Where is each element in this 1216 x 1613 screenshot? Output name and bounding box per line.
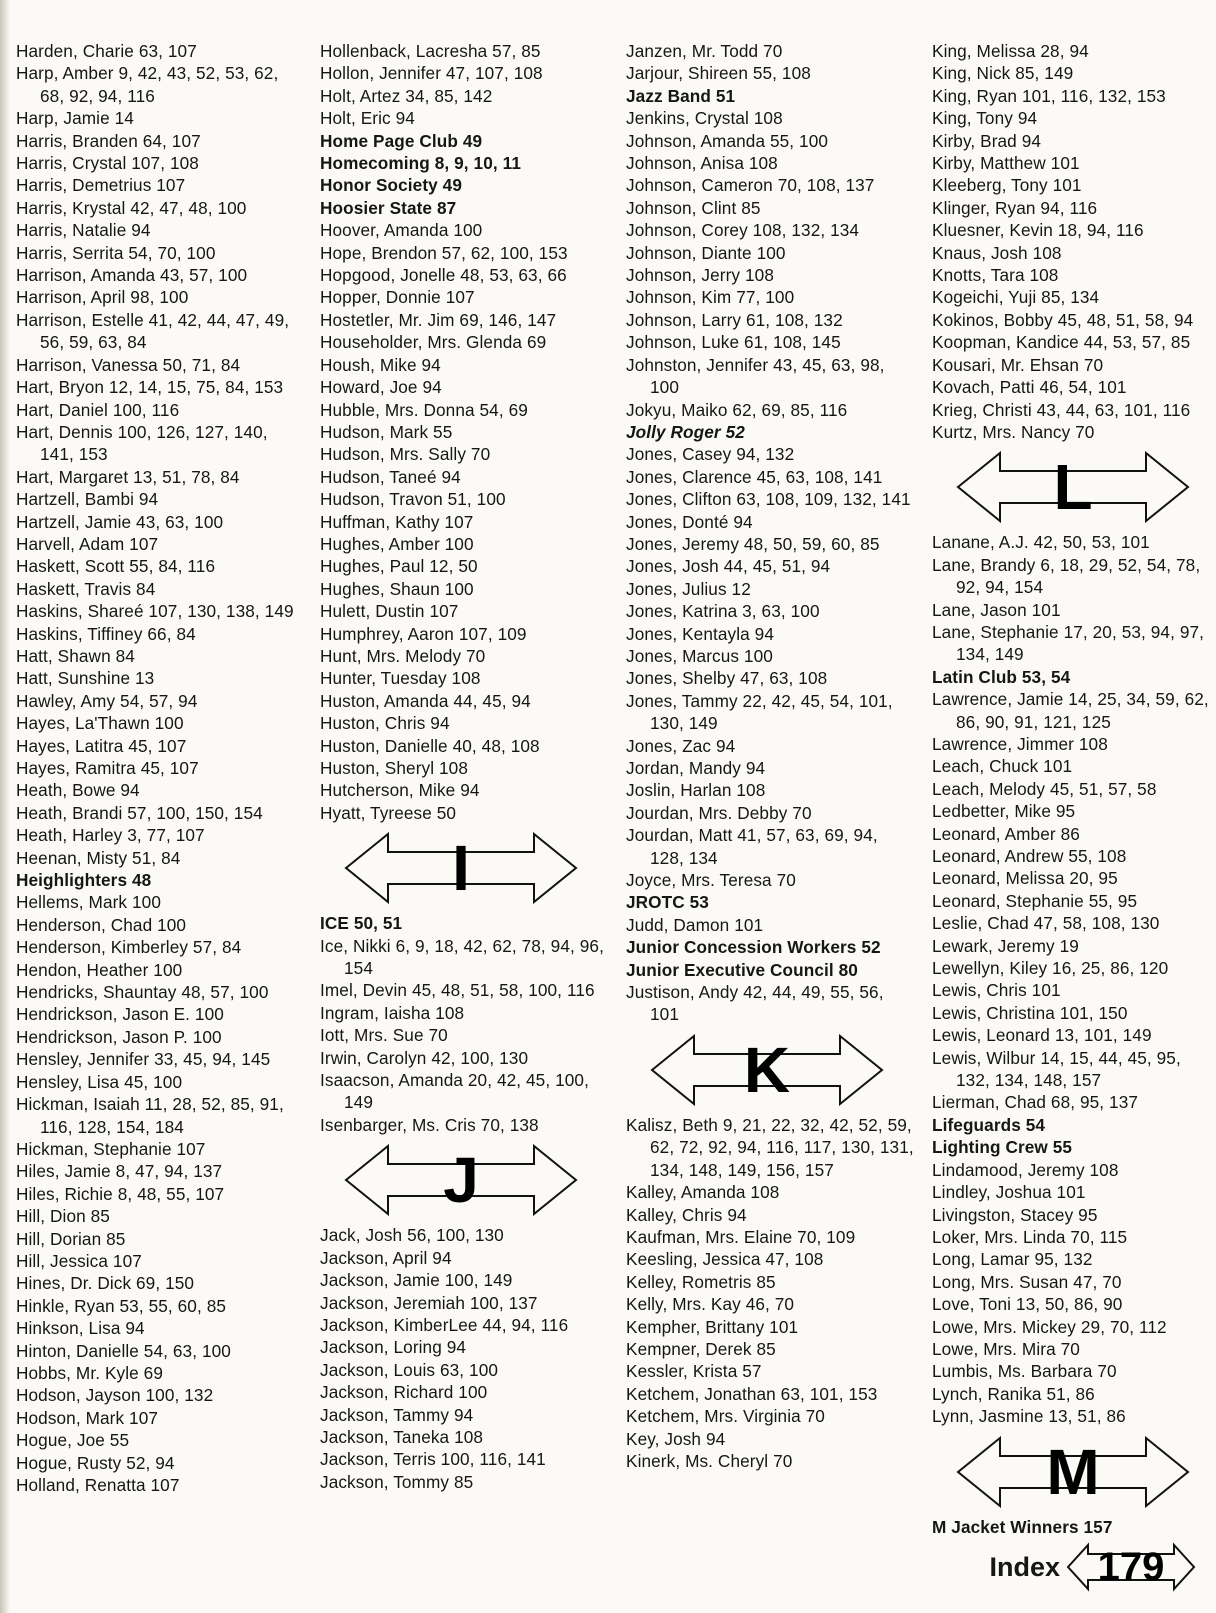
index-entry: Hughes, Paul 12, 50 <box>320 556 478 577</box>
index-entry: Johnson, Diante 100 <box>626 242 786 263</box>
index-entry: Jourdan, Matt 41, 57, 63, 69, 94, 128, 134 <box>626 825 878 868</box>
index-entry: Leach, Chuck 101 <box>932 756 1073 777</box>
page-binding-edge <box>0 0 10 1613</box>
divider-letter: I <box>452 832 470 905</box>
index-entry: Hill, Dion 85 <box>16 1206 110 1227</box>
index-entry: Hughes, Amber 100 <box>320 533 474 554</box>
index-entry: Jackson, Jamie 100, 149 <box>320 1270 513 1291</box>
index-heading-entry: Junior Concession Workers 52 <box>626 937 881 958</box>
divider-letter: K <box>743 1033 791 1106</box>
index-entry: Lewis, Chris 101 <box>932 980 1061 1001</box>
index-entry: Holt, Eric 94 <box>320 108 415 129</box>
index-column-3 <box>626 40 916 1472</box>
index-column-4 <box>932 40 1214 1538</box>
page-number: 179 <box>1097 1545 1165 1589</box>
index-entry: Harris, Crystal 107, 108 <box>16 153 199 174</box>
index-entry: Lynn, Jasmine 13, 51, 86 <box>932 1406 1126 1427</box>
index-entry: Kempher, Brittany 101 <box>626 1316 799 1337</box>
index-entry: Johnson, Luke 61, 108, 145 <box>626 332 841 353</box>
index-entry: Joslin, Harlan 108 <box>626 780 766 801</box>
index-entry: Ketchem, Jonathan 63, 101, 153 <box>626 1383 878 1404</box>
index-entry: Jackson, Louis 63, 100 <box>320 1359 499 1380</box>
index-entry: Hutcherson, Mike 94 <box>320 780 480 801</box>
index-entry: Hogue, Joe 55 <box>16 1430 130 1451</box>
index-entry: Hudson, Mark 55 <box>320 421 453 442</box>
index-entry: Lawrence, Jimmer 108 <box>932 733 1108 754</box>
index-entry: Love, Toni 13, 50, 86, 90 <box>932 1294 1123 1315</box>
index-entry: Lindamood, Jeremy 108 <box>932 1159 1119 1180</box>
index-entry: Hart, Daniel 100, 116 <box>16 399 180 420</box>
index-entry: Hunt, Mrs. Melody 70 <box>320 645 486 666</box>
index-column-2 <box>320 40 610 1493</box>
index-heading-entry: Honor Society 49 <box>320 175 463 196</box>
index-entry: Hudson, Mrs. Sally 70 <box>320 444 491 465</box>
index-entry: Hayes, Ramitra 45, 107 <box>16 758 199 778</box>
index-entry: Heath, Bowe 94 <box>16 780 140 801</box>
index-entry: Kelly, Mrs. Kay 46, 70 <box>626 1294 795 1315</box>
index-entry: Kokinos, Bobby 45, 48, 51, 58, 94 <box>932 309 1194 330</box>
index-entry: King, Tony 94 <box>932 108 1038 129</box>
index-heading-entry: Homecoming 8, 9, 10, 11 <box>320 153 521 174</box>
index-entry: Harp, Jamie 14 <box>16 108 134 129</box>
index-entry: Iott, Mrs. Sue 70 <box>320 1025 448 1046</box>
index-entry: Koopman, Kandice 44, 53, 57, 85 <box>932 332 1191 353</box>
index-entry: Knotts, Tara 108 <box>932 265 1059 286</box>
index-entry: Haskins, Shareé 107, 130, 138, 149 <box>16 601 294 622</box>
divider-letter: M <box>1046 1435 1100 1508</box>
index-entry: Kalisz, Beth 9, 21, 22, 32, 42, 52, 59, 62, 72, 92, 94, 116, 117, 130, 131, 134, 148, 149, 156, 157 <box>626 1114 914 1180</box>
index-entry: Lane, Jason 101 <box>932 599 1061 620</box>
index-entry: Hendon, Heather 100 <box>16 959 183 980</box>
index-entry: Jones, Jeremy 48, 50, 59, 60, 85 <box>626 533 880 554</box>
index-entry: Jones, Casey 94, 132 <box>626 444 795 465</box>
index-entry: Jones, Tammy 22, 42, 45, 54, 101, 130, 149 <box>626 690 893 734</box>
index-entry: Klinger, Ryan 94, 116 <box>932 197 1098 218</box>
index-entry: Johnson, Corey 108, 132, 134 <box>626 220 860 241</box>
index-heading-entry: Heighlighters 48 <box>16 870 152 891</box>
index-entry: Hartzell, Jamie 43, 63, 100 <box>16 511 224 532</box>
index-entry: Hunter, Tuesday 108 <box>320 668 481 689</box>
index-entry: Hodson, Jayson 100, 132 <box>16 1385 214 1406</box>
index-entry: Knaus, Josh 108 <box>932 242 1062 263</box>
index-entry: Leonard, Andrew 55, 108 <box>932 846 1127 866</box>
index-entry: Judd, Damon 101 <box>626 914 764 935</box>
index-entry: Hart, Bryon 12, 14, 15, 75, 84, 153 <box>16 377 284 398</box>
index-entry: Long, Lamar 95, 132 <box>932 1249 1093 1270</box>
index-entry: Kousari, Mr. Ehsan 70 <box>932 354 1104 375</box>
index-entry: Householder, Mrs. Glenda 69 <box>320 332 547 353</box>
index-entry: Kluesner, Kevin 18, 94, 116 <box>932 220 1144 241</box>
index-entry: Lewellyn, Kiley 16, 25, 86, 120 <box>932 958 1169 979</box>
index-entry: Lane, Stephanie 17, 20, 53, 94, 97, 134, 149 <box>932 621 1205 665</box>
index-entry: Jenkins, Crystal 108 <box>626 108 783 129</box>
index-entry: Huffman, Kathy 107 <box>320 511 474 532</box>
index-entry: Joyce, Mrs. Teresa 70 <box>626 870 796 891</box>
index-entry: Hart, Dennis 100, 126, 127, 140, 141, 153 <box>16 421 268 465</box>
index-entry: Lynch, Ranika 51, 86 <box>932 1383 1095 1404</box>
index-entry: Hensley, Jennifer 33, 45, 94, 145 <box>16 1049 271 1070</box>
letter-divider-i <box>320 824 610 912</box>
index-entry: Kalley, Chris 94 <box>626 1204 747 1225</box>
index-entry: Johnson, Clint 85 <box>626 197 761 218</box>
index-entry: Huston, Amanda 44, 45, 94 <box>320 690 531 711</box>
index-entry: Hoover, Amanda 100 <box>320 220 483 241</box>
index-entry: Hartzell, Bambi 94 <box>16 489 159 510</box>
index-entry: Lierman, Chad 68, 95, 137 <box>932 1092 1139 1113</box>
index-entry: Harris, Demetrius 107 <box>16 175 186 196</box>
index-entry: Long, Mrs. Susan 47, 70 <box>932 1271 1122 1292</box>
index-entry: Ingram, Iaisha 108 <box>320 1002 465 1023</box>
index-entry: Johnson, Kim 77, 100 <box>626 287 795 308</box>
letter-divider-m <box>932 1428 1214 1516</box>
index-entry: Heath, Harley 3, 77, 107 <box>16 825 205 846</box>
index-entry: Jackson, Jeremiah 100, 137 <box>320 1292 538 1313</box>
index-entry: Leslie, Chad 47, 58, 108, 130 <box>932 913 1160 934</box>
index-entry: Lowe, Mrs. Mira 70 <box>932 1338 1080 1359</box>
index-entry: Johnson, Cameron 70, 108, 137 <box>626 175 875 196</box>
index-heading-entry: Lighting Crew 55 <box>932 1137 1073 1158</box>
index-entry: Jokyu, Maiko 62, 69, 85, 116 <box>626 399 848 420</box>
index-entry: Huston, Sheryl 108 <box>320 758 468 778</box>
index-entry: Holt, Artez 34, 85, 142 <box>320 85 493 106</box>
index-entry: Hinkson, Lisa 94 <box>16 1318 145 1339</box>
index-entry: Ledbetter, Mike 95 <box>932 801 1076 822</box>
index-heading-entry: Home Page Club 49 <box>320 130 483 151</box>
index-entry: Ketchem, Mrs. Virginia 70 <box>626 1406 825 1427</box>
index-entry: Harp, Amber 9, 42, 43, 52, 53, 62, 68, 92, 94, 116 <box>16 63 279 106</box>
index-heading-entry: M Jacket Winners 157 <box>932 1516 1113 1537</box>
letter-divider-j <box>320 1136 610 1224</box>
index-entry: Lumbis, Ms. Barbara 70 <box>932 1361 1117 1382</box>
index-entry: Kessler, Krista 57 <box>626 1361 762 1382</box>
index-entry: Haskett, Scott 55, 84, 116 <box>16 556 216 577</box>
index-entry: Harris, Natalie 94 <box>16 220 151 241</box>
index-entry: Hickman, Stephanie 107 <box>16 1138 206 1159</box>
index-entry: King, Melissa 28, 94 <box>932 41 1089 61</box>
index-entry: Kelley, Rometris 85 <box>626 1271 776 1292</box>
index-entry: Lowe, Mrs. Mickey 29, 70, 112 <box>932 1316 1167 1337</box>
index-entry: Kirby, Brad 94 <box>932 130 1042 151</box>
index-entry: Humphrey, Aaron 107, 109 <box>320 623 527 644</box>
index-heading-entry: Junior Executive Council 80 <box>626 959 858 980</box>
index-entry: Hickman, Isaiah 11, 28, 52, 85, 91, 116, 128, 154, 184 <box>16 1094 284 1137</box>
index-entry: Hopgood, Jonelle 48, 53, 63, 66 <box>320 265 567 286</box>
index-entry: Hyatt, Tyreese 50 <box>320 802 457 823</box>
index-entry: Isaacson, Amanda 20, 42, 45, 100, 149 <box>320 1070 589 1113</box>
letter-divider-k <box>626 1026 916 1114</box>
index-entry: Kalley, Amanda 108 <box>626 1182 780 1203</box>
index-entry: Lindley, Joshua 101 <box>932 1182 1086 1203</box>
index-entry: Livingston, Stacey 95 <box>932 1204 1098 1225</box>
index-entry: Hines, Dr. Dick 69, 150 <box>16 1273 195 1294</box>
index-entry: Hinton, Danielle 54, 63, 100 <box>16 1340 231 1361</box>
index-entry: Lewis, Leonard 13, 101, 149 <box>932 1025 1152 1046</box>
index-entry: Hill, Dorian 85 <box>16 1228 126 1249</box>
index-entry: Haskett, Travis 84 <box>16 578 156 599</box>
index-entry: Hart, Margaret 13, 51, 78, 84 <box>16 466 240 487</box>
index-entry: Jackson, Tammy 94 <box>320 1404 474 1425</box>
index-entry: Jourdan, Mrs. Debby 70 <box>626 802 812 823</box>
index-heading-entry: Jolly Roger 52 <box>626 421 745 442</box>
index-entry: Isenbarger, Ms. Cris 70, 138 <box>320 1114 539 1135</box>
index-entry: Jackson, Richard 100 <box>320 1382 488 1403</box>
index-entry: Jarjour, Shireen 55, 108 <box>626 63 811 84</box>
index-entry: Harris, Branden 64, 107 <box>16 130 201 151</box>
footer-label: Index <box>989 1551 1060 1582</box>
index-entry: Hostetler, Mr. Jim 69, 146, 147 <box>320 309 557 330</box>
index-entry: Jones, Katrina 3, 63, 100 <box>626 601 820 622</box>
index-entry: Harrison, April 98, 100 <box>16 287 189 308</box>
index-entry: Kinerk, Ms. Cheryl 70 <box>626 1450 793 1471</box>
index-entry: Heenan, Misty 51, 84 <box>16 847 181 868</box>
index-entry: Huston, Danielle 40, 48, 108 <box>320 735 540 756</box>
divider-letter: L <box>1053 451 1093 524</box>
index-entry: Jackson, April 94 <box>320 1247 452 1268</box>
index-entry: Jones, Clarence 45, 63, 108, 141 <box>626 466 883 487</box>
index-entry: Lewis, Wilbur 14, 15, 44, 45, 95, 132, 134, 148, 157 <box>932 1047 1181 1091</box>
index-entry: Hogue, Rusty 52, 94 <box>16 1452 175 1473</box>
index-entry: Hellems, Mark 100 <box>16 892 161 913</box>
index-entry: Hensley, Lisa 45, 100 <box>16 1071 183 1092</box>
index-entry: Jackson, Tommy 85 <box>320 1471 474 1492</box>
index-entry: King, Nick 85, 149 <box>932 63 1074 84</box>
index-entry: Johnson, Jerry 108 <box>626 265 774 286</box>
index-entry: Johnson, Anisa 108 <box>626 153 778 174</box>
index-entry: Hendrickson, Jason E. 100 <box>16 1004 224 1025</box>
index-entry: Jackson, Taneka 108 <box>320 1426 484 1447</box>
index-entry: Hope, Brendon 57, 62, 100, 153 <box>320 242 568 263</box>
index-entry: Kempner, Derek 85 <box>626 1338 776 1359</box>
index-entry: Henderson, Kimberley 57, 84 <box>16 937 242 958</box>
index-entry: Jones, Kentayla 94 <box>626 623 774 644</box>
index-entry: Jones, Josh 44, 45, 51, 94 <box>626 556 831 577</box>
index-entry: Harris, Krystal 42, 47, 48, 100 <box>16 197 247 218</box>
index-entry: Leonard, Amber 86 <box>932 823 1080 844</box>
index-entry: Harrison, Amanda 43, 57, 100 <box>16 265 248 286</box>
index-entry: Leonard, Melissa 20, 95 <box>932 868 1118 889</box>
index-entry: Lewark, Jeremy 19 <box>932 935 1079 956</box>
index-entry: Leach, Melody 45, 51, 57, 58 <box>932 778 1157 799</box>
index-entry: Haskins, Tiffiney 66, 84 <box>16 623 196 644</box>
index-entry: Hollenback, Lacresha 57, 85 <box>320 41 541 61</box>
index-entry: Hudson, Travon 51, 100 <box>320 489 506 510</box>
index-entry: Jones, Julius 12 <box>626 578 751 599</box>
index-entry: Harvell, Adam 107 <box>16 533 159 554</box>
index-entry: Keesling, Jessica 47, 108 <box>626 1249 824 1270</box>
index-heading-entry: Latin Club 53, 54 <box>932 666 1071 687</box>
index-entry: Hawley, Amy 54, 57, 94 <box>16 690 198 711</box>
index-entry: Imel, Devin 45, 48, 51, 58, 100, 116 <box>320 980 595 1001</box>
index-entry: Hatt, Sunshine 13 <box>16 668 155 689</box>
index-heading-entry: ICE 50, 51 <box>320 913 403 934</box>
index-entry: Key, Josh 94 <box>626 1428 726 1449</box>
index-entry: Hudson, Taneé 94 <box>320 466 461 487</box>
index-entry: Justison, Andy 42, 44, 49, 55, 56, 101 <box>626 982 884 1025</box>
index-entry: Krieg, Christi 43, 44, 63, 101, 116 <box>932 399 1191 420</box>
index-entry: Loker, Mrs. Linda 70, 115 <box>932 1226 1128 1247</box>
index-entry: Jones, Marcus 100 <box>626 645 773 666</box>
index-entry: Hayes, La'Thawn 100 <box>16 713 184 734</box>
index-entry: Hollon, Jennifer 47, 107, 108 <box>320 63 543 84</box>
index-entry: Lawrence, Jamie 14, 25, 34, 59, 62, 86, 90, 91, 121, 125 <box>932 689 1209 732</box>
index-entry: Harris, Serrita 54, 70, 100 <box>16 242 216 263</box>
index-heading-entry: JROTC 53 <box>626 892 709 913</box>
index-entry: King, Ryan 101, 116, 132, 153 <box>932 85 1166 106</box>
index-entry: Johnson, Larry 61, 108, 132 <box>626 309 843 330</box>
index-column-1 <box>16 40 306 1496</box>
index-entry: Lanane, A.J. 42, 50, 53, 101 <box>932 532 1150 553</box>
index-entry: Hopper, Donnie 107 <box>320 287 475 308</box>
index-entry: Leonard, Stephanie 55, 95 <box>932 890 1138 911</box>
index-entry: Jones, Donté 94 <box>626 511 753 532</box>
index-entry: Johnston, Jennifer 43, 45, 63, 98, 100 <box>626 354 885 398</box>
index-entry: Jones, Zac 94 <box>626 735 736 756</box>
index-heading-entry: Hoosier State 87 <box>320 197 457 218</box>
index-entry: Janzen, Mr. Todd 70 <box>626 41 783 61</box>
divider-letter: J <box>443 1144 479 1217</box>
index-entry: Henderson, Chad 100 <box>16 914 187 935</box>
index-entry: Kirby, Matthew 101 <box>932 153 1080 174</box>
index-entry: Hughes, Shaun 100 <box>320 578 474 599</box>
index-entry: Huston, Chris 94 <box>320 713 450 734</box>
index-entry: Holland, Renatta 107 <box>16 1475 180 1495</box>
index-entry: Ice, Nikki 6, 9, 18, 42, 62, 78, 94, 96, 154 <box>320 935 604 979</box>
index-entry: Kogeichi, Yuji 85, 134 <box>932 287 1100 308</box>
index-entry: Jones, Clifton 63, 108, 109, 132, 141 <box>626 489 911 510</box>
index-entry: Kovach, Patti 46, 54, 101 <box>932 377 1127 398</box>
index-entry: Hendricks, Shauntay 48, 57, 100 <box>16 982 269 1003</box>
index-entry: Kaufman, Mrs. Elaine 70, 109 <box>626 1226 856 1247</box>
index-entry: Kleeberg, Tony 101 <box>932 175 1082 196</box>
index-entry: Jack, Josh 56, 100, 130 <box>320 1225 504 1246</box>
index-entry: Johnson, Amanda 55, 100 <box>626 130 829 151</box>
index-entry: Irwin, Carolyn 42, 100, 130 <box>320 1047 529 1068</box>
index-entry: Howard, Joe 94 <box>320 377 442 398</box>
index-entry: Hatt, Shawn 84 <box>16 645 135 666</box>
index-entry: Heath, Brandi 57, 100, 150, 154 <box>16 802 263 823</box>
index-entry: Hendrickson, Jason P. 100 <box>16 1026 222 1047</box>
index-entry: Hulett, Dustin 107 <box>320 601 459 622</box>
index-entry: Harrison, Estelle 41, 42, 44, 47, 49, 56, 59, 63, 84 <box>16 309 290 353</box>
index-entry: Lane, Brandy 6, 18, 29, 52, 54, 78, 92, 94, 154 <box>932 554 1201 598</box>
index-entry: Lewis, Christina 101, 150 <box>932 1002 1128 1023</box>
index-entry: Hobbs, Mr. Kyle 69 <box>16 1362 164 1383</box>
index-entry: Jackson, Loring 94 <box>320 1337 467 1358</box>
index-entry: Housh, Mike 94 <box>320 354 441 375</box>
index-entry: Harden, Charie 63, 107 <box>16 41 197 61</box>
index-entry: Jordan, Mandy 94 <box>626 758 766 778</box>
index-entry: Hubble, Mrs. Donna 54, 69 <box>320 399 528 420</box>
index-entry: Kurtz, Mrs. Nancy 70 <box>932 421 1095 442</box>
index-entry: Jackson, KimberLee 44, 94, 116 <box>320 1314 569 1335</box>
page-footer <box>989 1539 1196 1595</box>
index-entry: Hinkle, Ryan 53, 55, 60, 85 <box>16 1295 227 1316</box>
index-entry: Jones, Shelby 47, 63, 108 <box>626 668 828 689</box>
index-heading-entry: Lifeguards 54 <box>932 1114 1046 1135</box>
index-entry: Jackson, Terris 100, 116, 141 <box>320 1449 546 1470</box>
index-entry: Hayes, Latitra 45, 107 <box>16 735 187 756</box>
index-entry: Hiles, Richie 8, 48, 55, 107 <box>16 1183 225 1204</box>
index-entry: Hodson, Mark 107 <box>16 1407 159 1428</box>
page-number-arrow <box>1066 1542 1196 1592</box>
index-heading-entry: Jazz Band 51 <box>626 85 736 106</box>
index-entry: Hill, Jessica 107 <box>16 1250 142 1271</box>
letter-divider-l <box>932 443 1214 531</box>
index-entry: Harrison, Vanessa 50, 71, 84 <box>16 354 241 375</box>
index-entry: Hiles, Jamie 8, 47, 94, 137 <box>16 1161 223 1182</box>
